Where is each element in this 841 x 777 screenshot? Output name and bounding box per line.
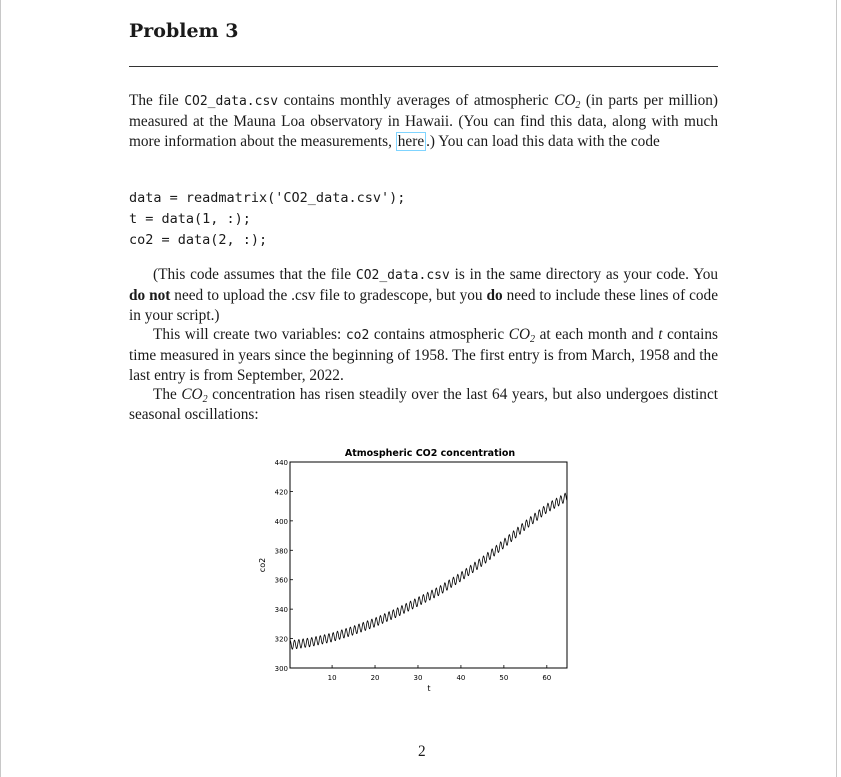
seasonal-paragraph: The $CO_2$ concentration has risen steadily over the last 64 years, but also undergoes distinct seasonal oscillations:: [129, 386, 718, 423]
co2-symbol: $CO_2$: [181, 386, 208, 405]
x-tick-label: 40: [456, 674, 466, 682]
x-tick-label: 30: [413, 674, 423, 682]
assumption-paragraph: (This code assumes that the file CO2_data.csv is in the same directory as your code. You do not need to upload the .csv file to gradescope, but you do need to include these lines of code in your script.): [129, 266, 719, 324]
x-tick-label: 10: [327, 674, 337, 682]
co2-series-line: [290, 493, 567, 649]
chart-title: Atmospheric CO2 concentration: [344, 448, 516, 459]
y-tick-label: 360: [274, 576, 288, 585]
plot-area-frame: [290, 462, 567, 668]
y-tick-label: 420: [274, 488, 288, 497]
code-line: t = data(1, :);: [129, 211, 251, 227]
code-line: co2 = data(2, :);: [129, 232, 268, 248]
y-tick-label: 380: [274, 547, 288, 556]
code-block: [129, 188, 405, 251]
x-tick-label: 20: [370, 674, 380, 682]
y-tick-label: 400: [274, 517, 288, 526]
y-tick-label: 340: [274, 606, 288, 615]
co2-symbol: $CO_2$: [508, 326, 536, 345]
t-variable: t: [658, 326, 663, 343]
x-tick-label: 50: [499, 674, 509, 682]
page-number: 2: [418, 743, 426, 760]
filename-code: CO2_data.csv: [184, 94, 279, 109]
problem-heading: Problem 3: [129, 20, 239, 42]
code-line: data = readmatrix('CO2_data.csv');: [129, 190, 406, 206]
y-tick-label: 300: [274, 665, 288, 673]
page-right-edge: [836, 0, 837, 777]
y-tick-label: 320: [274, 635, 288, 644]
y-axis-label: co2: [258, 557, 267, 573]
filename-code: CO2_data.csv: [355, 268, 450, 283]
x-axis-label: t: [427, 684, 431, 693]
x-tick-label: 60: [542, 674, 552, 682]
co2-symbol: $CO_2$: [554, 92, 581, 111]
y-tick-label: 440: [274, 459, 288, 467]
page-left-edge: [0, 0, 1, 777]
co2-chart: [245, 440, 595, 700]
intro-paragraph: The file CO2_data.csv contains monthly averages of atmospheric $CO_2$ (in parts per million) measured at the Mauna Loa observatory in Hawaii. (You can find this data, along with much more information about the measurements, here .) You can load this data with the code: [129, 92, 718, 150]
co2-variable: co2: [345, 328, 370, 343]
horizontal-rule: [129, 66, 718, 67]
variables-paragraph: This will create two variables: co2 contains atmospheric $CO_2$ at each month and t contains time measured in years since the beginning of 1958. The first entry is from March, 1958 and the last entry is from September, 2022.: [129, 326, 718, 384]
here-link[interactable]: here: [397, 133, 425, 150]
